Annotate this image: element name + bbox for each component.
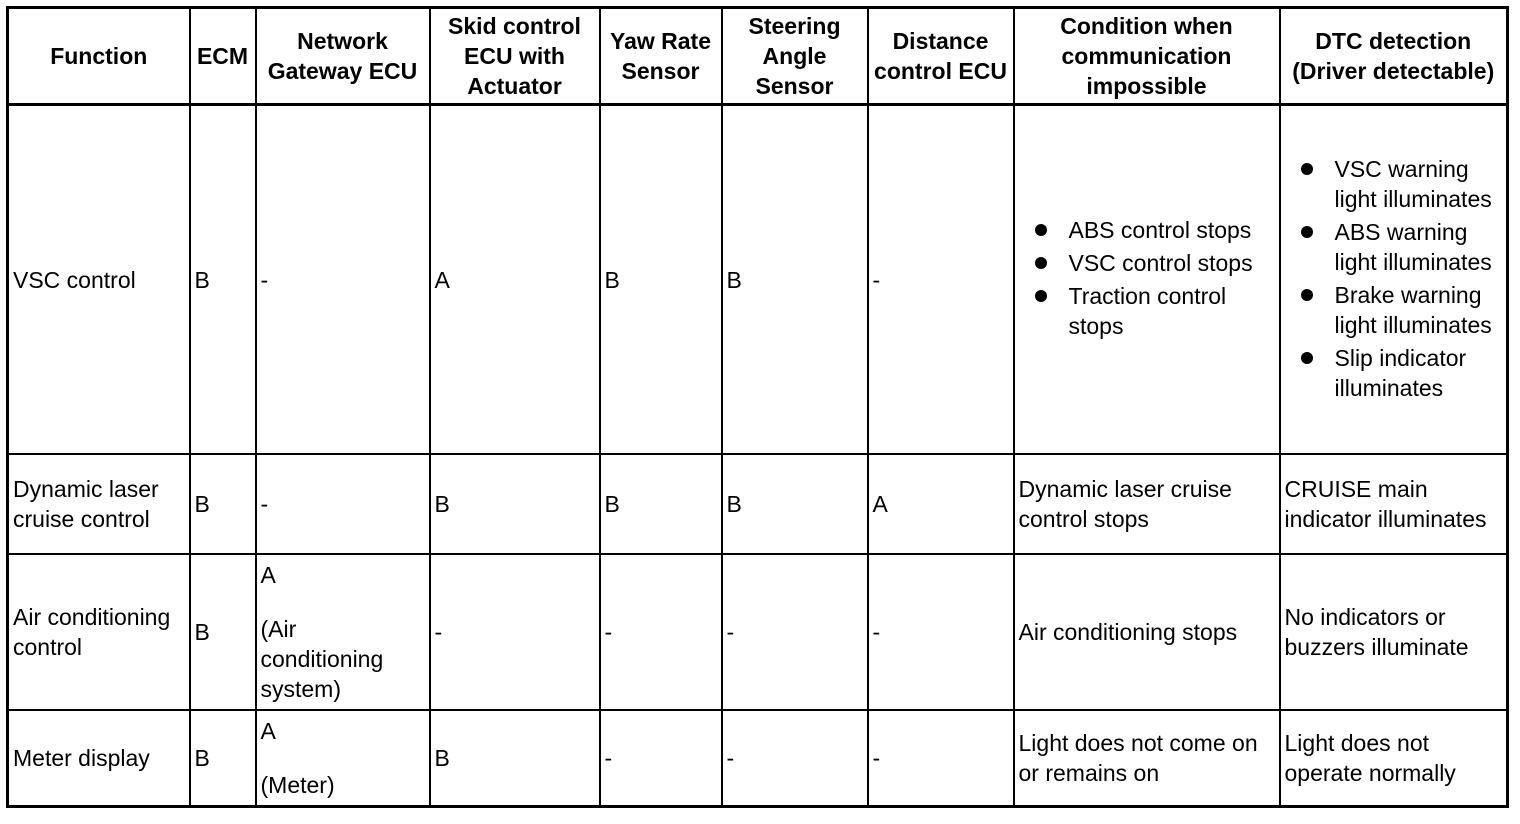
cell-function: Meter display	[8, 710, 190, 807]
gateway-value: A	[260, 562, 276, 588]
cell-yaw: B	[600, 105, 722, 455]
cell-dtc: Light does not operate normally	[1280, 710, 1508, 807]
list-item: ABS warning light illuminates	[1285, 217, 1503, 277]
cell-gateway: -	[256, 454, 430, 554]
table-row-meter-display	[8, 710, 1508, 807]
list-item: VSC warning light illuminates	[1285, 154, 1503, 214]
cell-ecm: B	[190, 554, 256, 710]
cell-distance: -	[868, 105, 1014, 455]
cell-function: Air conditioning control	[8, 554, 190, 710]
header-dtc-detection: DTC detection (Driver detectable)	[1280, 8, 1508, 105]
table-row-dynamic-laser-cruise	[8, 454, 1508, 554]
header-ecm: ECM	[190, 8, 256, 105]
gateway-note: (Meter)	[260, 772, 335, 798]
cell-function: VSC control	[8, 105, 190, 455]
header-yaw-rate-sensor: Yaw Rate Sensor	[600, 8, 722, 105]
cell-steering: B	[722, 454, 868, 554]
gateway-value: A	[260, 718, 276, 744]
cell-distance: A	[868, 454, 1014, 554]
header-condition: Condition when communication impossible	[1014, 8, 1280, 105]
cell-distance: -	[868, 710, 1014, 807]
cell-yaw: -	[600, 710, 722, 807]
list-item: VSC control stops	[1019, 248, 1275, 278]
cell-steering: -	[722, 554, 868, 710]
cell-condition: Light does not come on or remains on	[1014, 710, 1280, 807]
cell-gateway: -	[256, 105, 430, 455]
header-distance-control-ecu: Distance control ECU	[868, 8, 1014, 105]
cell-steering: B	[722, 105, 868, 455]
gateway-note: (Air conditioning system)	[260, 616, 384, 702]
cell-dtc: No indicators or buzzers illuminate	[1280, 554, 1508, 710]
condition-bullet-list	[1019, 215, 1275, 341]
list-item: ABS control stops	[1019, 215, 1275, 245]
list-item: Slip indicator illuminates	[1285, 343, 1503, 403]
cell-gateway	[256, 710, 430, 807]
list-item: Traction control stops	[1019, 281, 1275, 341]
can-communication-table	[6, 6, 1509, 808]
cell-skid: A	[430, 105, 600, 455]
cell-dtc	[1280, 105, 1508, 455]
cell-skid: -	[430, 554, 600, 710]
cell-gateway	[256, 554, 430, 710]
table-row-air-conditioning	[8, 554, 1508, 710]
header-function: Function	[8, 8, 190, 105]
cell-skid: B	[430, 454, 600, 554]
cell-yaw: B	[600, 454, 722, 554]
cell-condition	[1014, 105, 1280, 455]
header-network-gateway-ecu: Network Gateway ECU	[256, 8, 430, 105]
cell-ecm: B	[190, 454, 256, 554]
cell-ecm: B	[190, 710, 256, 807]
cell-steering: -	[722, 710, 868, 807]
list-item: Brake warning light illuminates	[1285, 280, 1503, 340]
cell-function: Dynamic laser cruise control	[8, 454, 190, 554]
document-page	[6, 6, 1506, 808]
dtc-bullet-list	[1285, 154, 1503, 403]
cell-dtc: CRUISE main indicator illuminates	[1280, 454, 1508, 554]
cell-ecm: B	[190, 105, 256, 455]
cell-distance: -	[868, 554, 1014, 710]
cell-yaw: -	[600, 554, 722, 710]
header-steering-angle-sensor: Steering Angle Sensor	[722, 8, 868, 105]
cell-skid: B	[430, 710, 600, 807]
cell-condition: Dynamic laser cruise control stops	[1014, 454, 1280, 554]
header-row	[8, 8, 1508, 105]
cell-condition: Air conditioning stops	[1014, 554, 1280, 710]
table-row-vsc-control	[8, 105, 1508, 455]
header-skid-control-ecu: Skid control ECU with Actuator	[430, 8, 600, 105]
